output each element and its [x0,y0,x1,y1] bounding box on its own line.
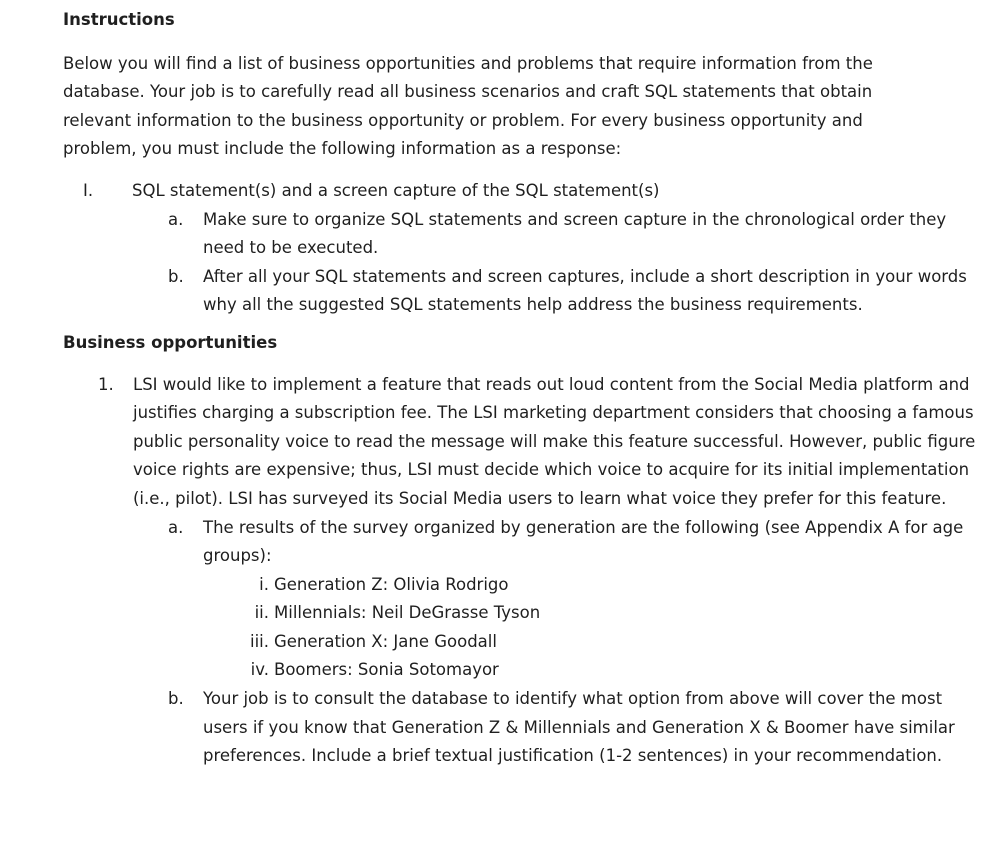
business-list [63,371,978,771]
sub-list-item-text: The results of the survey organized by generation are the following (see Appendix A for age groups): [203,517,964,566]
sub-list-item-text: Your job is to consult the database to identify what option from above will cover the most users if you know that Generation Z & Millennials and Generation X & Boomer have similar preferences. Include a brief textual justification (1-2 sentences) in your recommendation. [203,689,955,766]
sub-list-item-text: After all your SQL statements and screen captures, include a short description in your words why all the suggested SQL statements help address the business requirements. [203,266,967,315]
list-item-text: LSI would like to implement a feature that reads out loud content from the Social Media platform and justifies charging a subscription fee. The LSI marketing department considers that choosing a famous public personality voice to read the message will make this feature successful. However, public figure voice rights are expensive; thus, LSI must decide which voice to acquire for its initial implementation (i.e., pilot). LSI has surveyed its Social Media users to learn what voice they prefer for this feature. [133,374,976,508]
survey-result [203,628,978,657]
list-item [63,371,978,771]
sub-list-marker: a. [168,209,184,229]
sub-list-item [63,263,978,320]
sub-list-item [133,685,978,771]
survey-results-list [203,571,978,685]
result-text: Millennials: Neil DeGrasse Tyson [274,603,541,623]
survey-result [203,571,978,600]
sub-list-marker: b. [168,266,184,286]
document-page [63,6,978,771]
sub-list-item [63,206,978,263]
result-text: Generation X: Jane Goodall [274,631,497,651]
list-marker: I. [83,180,94,200]
instructions-paragraph: Below you will find a list of business opportunities and problems that require information from the database. Your job is to carefully read all business scenarios and craft SQL statements that obtain relevant information to the business opportunity or problem. For every business opportunity and problem, you must include the following information as a response: [63,53,873,159]
list-item-text: SQL statement(s) and a screen capture of the SQL statement(s) [132,180,660,200]
sub-list-marker: b. [168,689,184,709]
survey-result [203,599,978,628]
instructions-list [63,177,978,320]
survey-result [203,656,978,685]
sub-list-marker: a. [168,517,184,537]
business-heading: Business opportunities [63,332,278,352]
sub-list-item-text: Make sure to organize SQL statements and screen capture in the chronological order they need to be executed. [203,209,947,258]
result-marker: iv. [250,660,269,680]
result-marker: iii. [250,631,269,651]
result-marker: i. [259,574,269,594]
list-item [63,177,978,320]
result-text: Boomers: Sonia Sotomayor [274,660,499,680]
instructions-heading: Instructions [63,10,175,29]
sub-list-item [133,514,978,686]
result-marker: ii. [254,603,269,623]
sub-list [132,206,978,320]
result-text: Generation Z: Olivia Rodrigo [274,574,509,594]
list-marker: 1. [98,374,114,394]
